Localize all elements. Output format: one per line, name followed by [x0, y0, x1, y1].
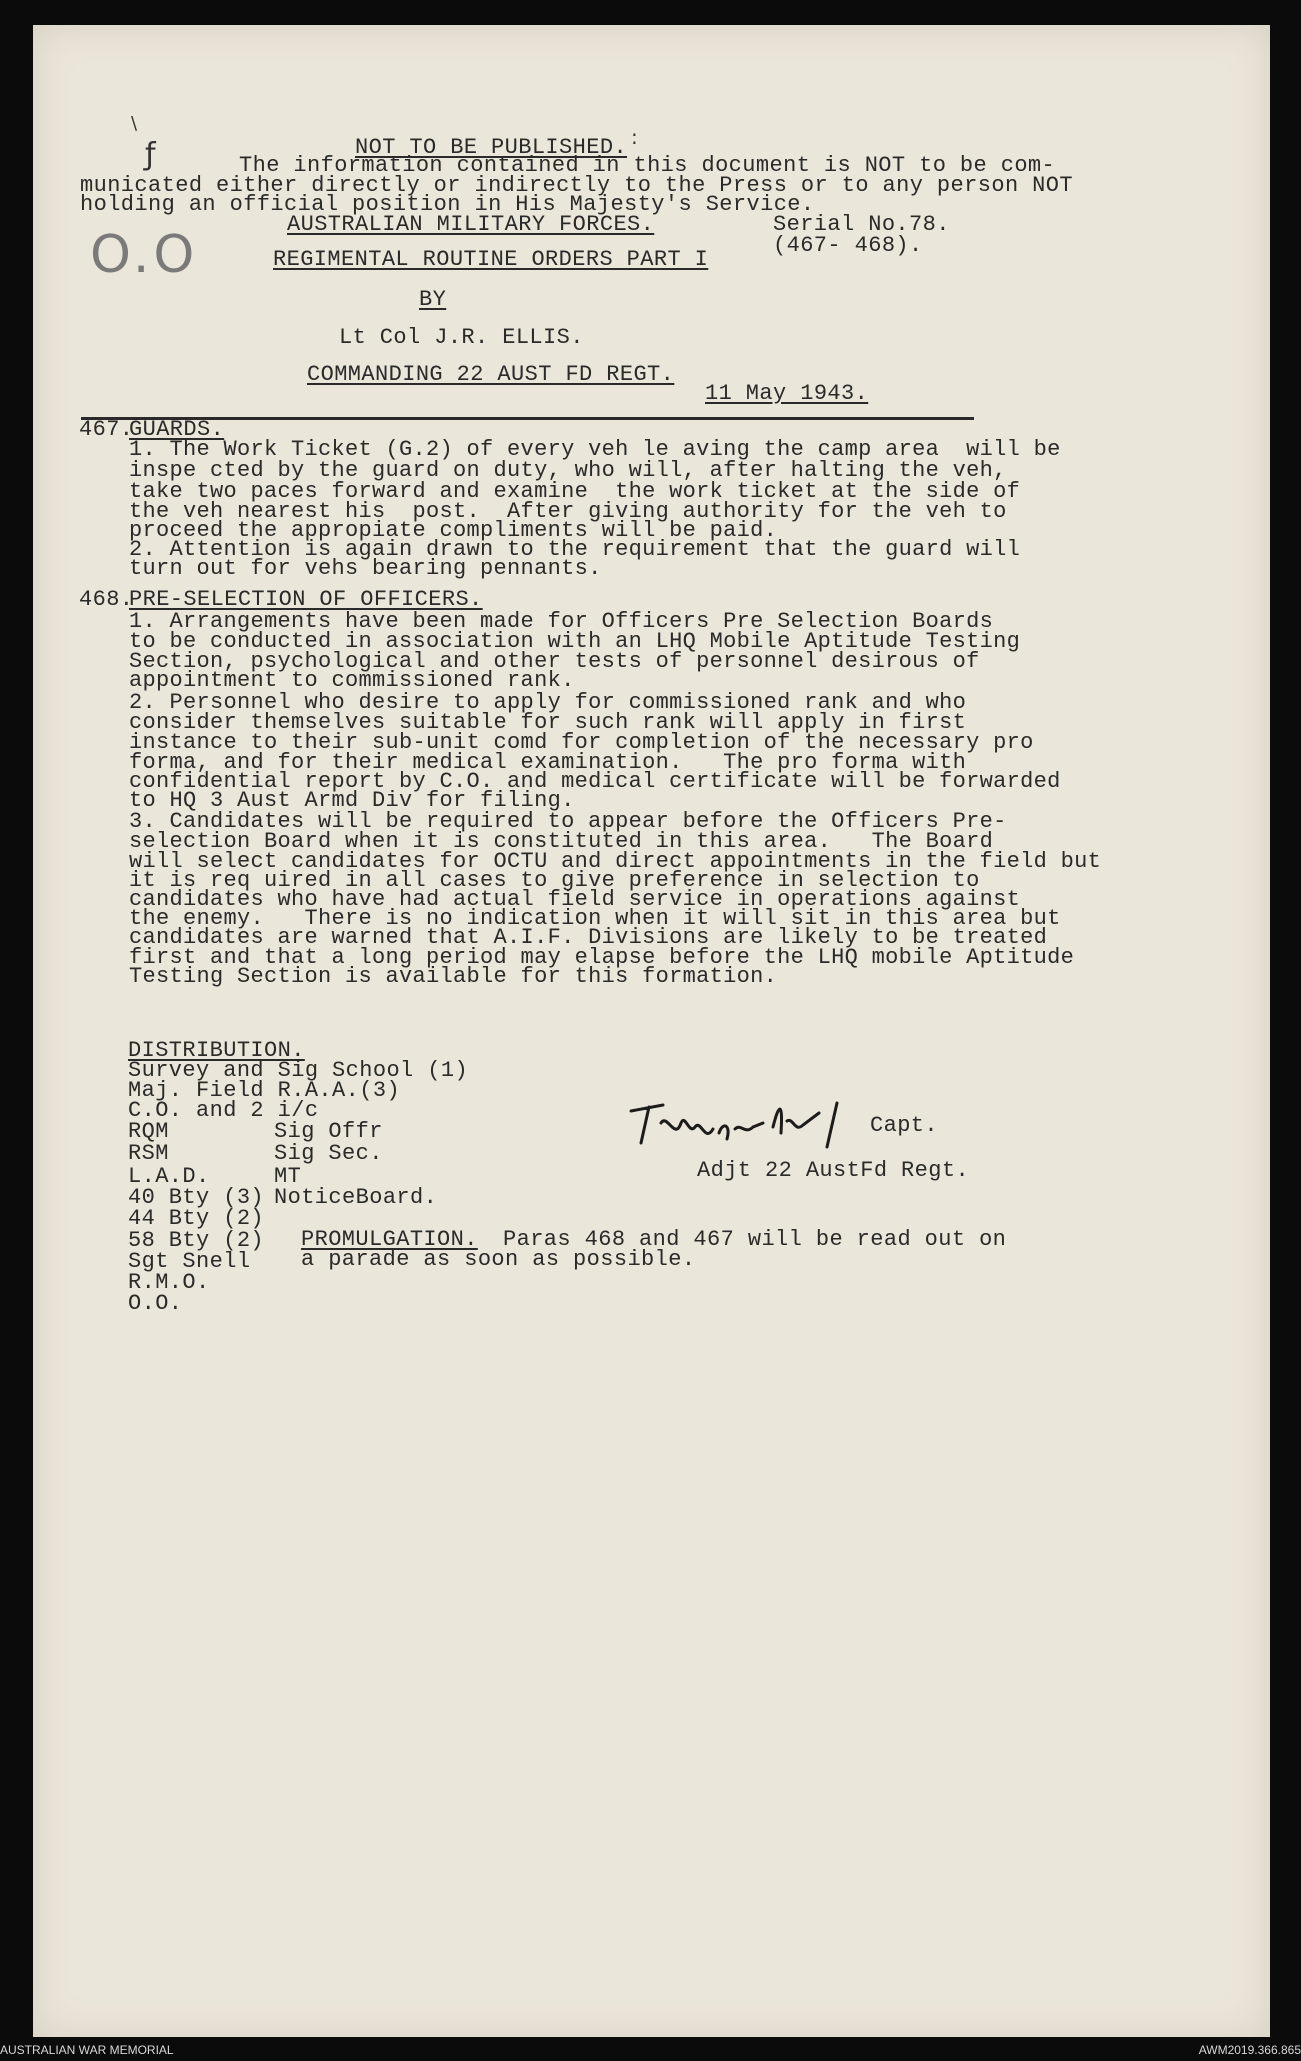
- by-label: BY: [419, 287, 447, 312]
- organization-heading: AUSTRALIAN MILITARY FORCES.: [287, 212, 655, 237]
- distribution-item: O.O.: [128, 1291, 183, 1316]
- order-467-line: inspe cted by the guard on duty, who will, after halting the veh,: [129, 458, 1007, 483]
- handwritten-signature: [623, 1083, 863, 1153]
- order-468-heading: PRE-SELECTION OF OFFICERS.: [129, 587, 483, 612]
- order-468-line: instance to their sub-unit comd for completion of the necessary pro: [129, 730, 1034, 755]
- command-unit: COMMANDING 22 AUST FD REGT.: [307, 362, 675, 387]
- order-468-line: it is req uired in all cases to give preference in selection to: [129, 868, 980, 893]
- commanding-officer: Lt Col J.R. ELLIS.: [339, 325, 584, 350]
- order-468-line: first and that a long period may elapse before the LHQ mobile Aptitude: [129, 945, 1075, 970]
- distribution-item: MT: [274, 1164, 302, 1189]
- order-467-heading: GUARDS.: [129, 417, 225, 442]
- order-468-line: Testing Section is available for this formation.: [129, 964, 778, 989]
- distribution-item: Sgt Snell: [128, 1249, 251, 1274]
- signature-rank: Capt.: [870, 1113, 939, 1138]
- serial-number: Serial No.78.: [773, 212, 950, 237]
- order-468-line: 2. Personnel who desire to apply for commissioned rank and who: [129, 690, 967, 715]
- order-468-line: Section, psychological and other tests of personnel desirous of: [129, 649, 980, 674]
- order-467-line: proceed the appropiate compliments will be paid.: [129, 518, 778, 543]
- order-468-line: selection Board when it is constituted in this area. The Board: [129, 829, 994, 854]
- order-468-line: confidential report by C.O. and medical certificate will be forwarded: [129, 769, 1061, 794]
- promulgation-label: PROMULGATION.: [301, 1227, 478, 1252]
- classification-title: NOT TO BE PUBLISHED.: [355, 135, 628, 160]
- distribution-item: NoticeBoard.: [274, 1185, 438, 1210]
- order-468-line: will select candidates for OCTU and direct appointments in the field but: [129, 849, 1102, 874]
- document-title: REGIMENTAL ROUTINE ORDERS PART I: [273, 247, 709, 272]
- order-468-line: forma, and for their medical examination. The pro forma with: [129, 750, 967, 775]
- handwritten-mark: O.O: [90, 225, 199, 285]
- distribution-item: RSM: [128, 1141, 169, 1166]
- distribution-heading: DISTRIBUTION.: [128, 1038, 305, 1063]
- order-467-line: 1. The Work Ticket (G.2) of every veh le aving the camp area will be: [129, 437, 1061, 462]
- order-467-number: 467.: [79, 417, 134, 442]
- distribution-item: 44 Bty (2): [128, 1206, 265, 1231]
- order-468-line: 3. Candidates will be required to appear before the Officers Pre-: [129, 809, 1007, 834]
- promulgation-text-1: Paras 468 and 467 will be read out on: [503, 1227, 1007, 1252]
- order-468-line: to be conducted in association with an LHQ Mobile Aptitude Testing: [129, 629, 1021, 654]
- document-page: [33, 25, 1270, 2037]
- order-468-line: appointment to commissioned rank.: [129, 668, 575, 693]
- order-467-line: take two paces forward and examine the work ticket at the side of: [129, 479, 1021, 504]
- distribution-item: RQM: [128, 1119, 169, 1144]
- order-468-line: to HQ 3 Aust Armd Div for filing.: [129, 788, 575, 813]
- order-468-line: consider themselves suitable for such rank will apply in first: [129, 710, 967, 735]
- classification-line-1: The information contained in this document is NOT to be com-: [239, 153, 1056, 178]
- distribution-item: Sig Offr: [274, 1119, 383, 1144]
- distribution-item: Survey and Sig School (1): [128, 1058, 469, 1083]
- order-468-line: the enemy. There is no indication when it will sit in this area but: [129, 906, 1061, 931]
- order-467-line: the veh nearest his post. After giving authority for the veh to: [129, 499, 1007, 524]
- distribution-item: C.O. and 2 i/c: [128, 1098, 319, 1123]
- pin-hole-mark: \: [131, 113, 138, 134]
- signature-appointment: Adjt 22 AustFd Regt.: [697, 1158, 970, 1183]
- order-467-line: 2. Attention is again drawn to the requirement that the guard will: [129, 537, 1021, 562]
- footer-left: AUSTRALIAN WAR MEMORIAL: [0, 2043, 174, 2057]
- order-468-line: candidates are warned that A.I.F. Divisions are likely to be treated: [129, 925, 1048, 950]
- classification-line-3: holding an official position in His Majesty's Service.: [80, 192, 815, 217]
- distribution-item: Maj. Field R.A.A.(3): [128, 1078, 401, 1103]
- footer-right: AWM2019.366.865: [1198, 2043, 1301, 2057]
- promulgation-text-2: a parade as soon as possible.: [301, 1247, 696, 1272]
- serial-range: (467- 468).: [773, 233, 923, 258]
- order-468-line: candidates who have had actual field service in operations against: [129, 887, 1021, 912]
- order-date: 11 May 1943.: [705, 381, 869, 406]
- order-468-line: 1. Arrangements have been made for Officers Pre Selection Boards: [129, 609, 994, 634]
- colon-mark: :: [631, 125, 638, 149]
- distribution-item: 58 Bty (2): [128, 1228, 265, 1253]
- distribution-item: R.M.O.: [128, 1270, 210, 1295]
- staple-mark: ƒ: [145, 137, 156, 172]
- distribution-item: 40 Bty (3): [128, 1185, 265, 1210]
- order-467-line: turn out for vehs bearing pennants.: [129, 556, 602, 581]
- distribution-item: Sig Sec.: [274, 1141, 383, 1166]
- classification-line-2: municated either directly or indirectly to the Press or to any person NOT: [80, 173, 1073, 198]
- order-468-number: 468.: [79, 587, 134, 612]
- distribution-item: L.A.D.: [128, 1164, 210, 1189]
